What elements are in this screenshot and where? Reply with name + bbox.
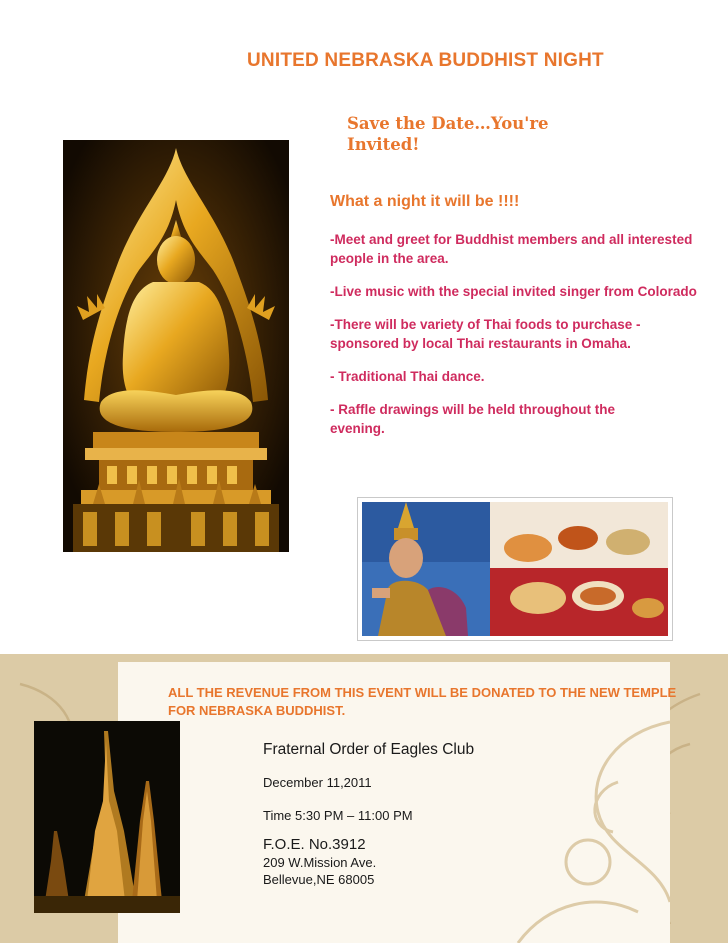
highlight-item: - Raffle drawings will be held throughout the evening. — [330, 402, 615, 436]
event-date: December 11,2011 — [263, 775, 372, 790]
donation-notice: ALL THE REVENUE FROM THIS EVENT WILL BE DONATED TO THE NEW TEMPLE FOR NEBRASKA BUDDHIST. — [168, 685, 677, 718]
lodge-number: F.O.E. No.3912 — [263, 836, 366, 853]
highlight-item: -Meet and greet for Buddhist members and all interested people in the area. — [330, 232, 693, 266]
event-title: UNITED NEBRASKA BUDDHIST NIGHT — [247, 50, 604, 71]
temple-night-image — [34, 721, 180, 913]
thai-dancer-food-collage — [357, 497, 673, 641]
event-time: Time 5:30 PM – 11:00 PM — [263, 808, 413, 823]
buddha-statue-image — [63, 140, 289, 552]
save-the-date: Save the Date…You're Invited! — [347, 114, 549, 154]
highlight-item: - Traditional Thai dance. — [330, 369, 485, 384]
address-line-1: 209 W.Mission Ave. — [263, 855, 377, 870]
address-line-2: Bellevue,NE 68005 — [263, 872, 375, 887]
venue-name: Fraternal Order of Eagles Club — [263, 741, 475, 758]
highlight-item: -There will be variety of Thai foods to purchase - sponsored by local Thai restaurants in Omaha. — [330, 317, 641, 351]
details-headline: What a night it will be !!!! — [330, 193, 520, 210]
event-highlights — [330, 230, 700, 452]
highlight-item: -Live music with the special invited singer from Colorado — [330, 284, 697, 299]
